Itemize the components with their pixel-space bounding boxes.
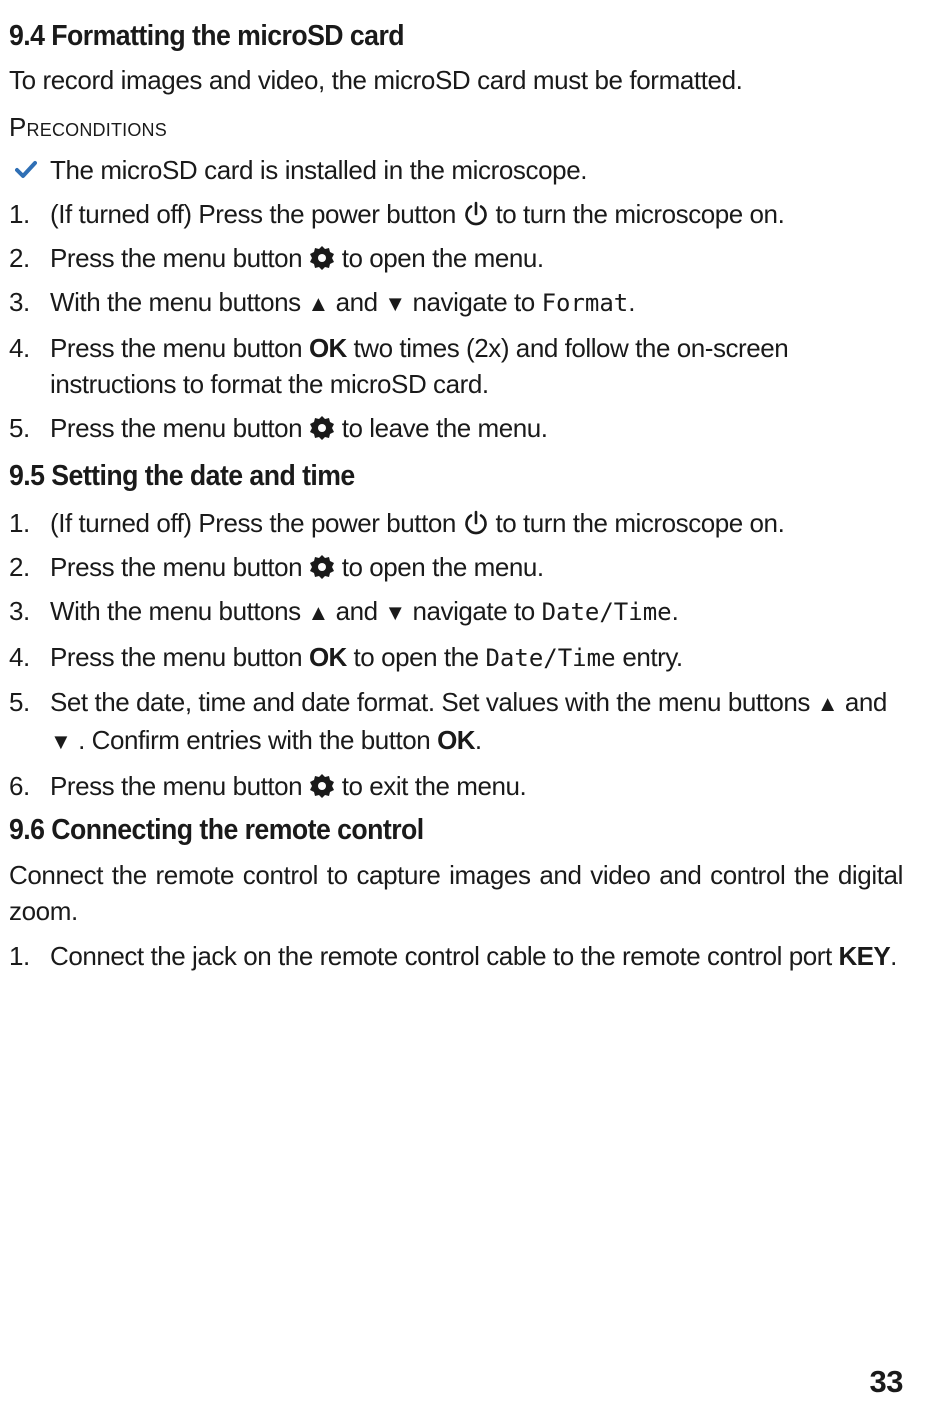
button-name: OK <box>308 333 347 363</box>
list-item <box>9 938 903 974</box>
gear-icon <box>309 415 335 441</box>
page-number: 33 <box>869 1364 903 1399</box>
step-text: navigate to <box>412 596 535 626</box>
down-arrow-icon: ▼ <box>384 291 406 316</box>
step-text: . <box>474 725 482 755</box>
step-text: Press the menu button <box>50 642 303 672</box>
step-number: 3. <box>9 596 30 626</box>
list-item <box>9 330 903 402</box>
port-name: KEY <box>838 941 891 971</box>
list-item <box>9 196 903 232</box>
step-text: navigate to <box>412 287 535 317</box>
step-text: to exit the menu. <box>341 771 527 801</box>
step-number: 5. <box>9 687 30 717</box>
power-icon <box>463 201 489 227</box>
preconditions-label: Preconditions <box>9 112 167 142</box>
step-text: to leave the menu. <box>341 413 548 443</box>
step-text: Set the date, time and date format. Set values with the menu buttons <box>50 687 810 717</box>
step-text: Press the menu button <box>50 771 303 801</box>
step-text: to open the menu. <box>341 243 544 273</box>
step-number: 1. <box>9 508 30 538</box>
section-intro-9-6: Connect the remote control to capture images and video and control the digital zoom. <box>9 860 903 926</box>
section-heading-9-5: 9.5 Setting the date and time <box>9 460 355 492</box>
gear-icon <box>309 773 335 799</box>
step-number: 2. <box>9 552 30 582</box>
gear-icon <box>309 554 335 580</box>
checkmark-icon <box>15 160 37 180</box>
menu-entry-code: Format <box>541 289 629 317</box>
step-text: to turn the microscope on. <box>495 508 785 538</box>
power-icon <box>463 510 489 536</box>
list-item <box>9 410 903 446</box>
step-text: . <box>628 287 636 317</box>
step-number: 2. <box>9 243 30 273</box>
down-arrow-icon: ▼ <box>384 600 406 625</box>
steps-list-9-4 <box>9 196 903 454</box>
step-text: Press the menu button <box>50 552 303 582</box>
step-text: to open the menu. <box>341 552 544 582</box>
step-text: to open the <box>353 642 479 672</box>
list-item <box>9 768 903 804</box>
gear-icon <box>309 245 335 271</box>
list-item <box>9 593 903 631</box>
list-item <box>9 505 903 541</box>
down-arrow-icon: ▼ <box>50 729 72 754</box>
up-arrow-icon: ▲ <box>307 600 329 625</box>
list-item <box>9 240 903 276</box>
step-number: 3. <box>9 287 30 317</box>
step-text: . <box>890 941 897 971</box>
section-intro-9-4: To record images and video, the microSD card must be formatted. <box>9 65 743 95</box>
list-item <box>9 684 903 760</box>
step-text: and <box>844 687 887 717</box>
step-number: 1. <box>9 199 30 229</box>
step-text: . <box>671 596 679 626</box>
step-text: two times (2x) and follow the on-screen instructions to format the microSD card. <box>50 333 789 399</box>
step-text: . Confirm entries with the button <box>78 725 431 755</box>
list-item <box>9 284 903 322</box>
step-text: Press the menu button <box>50 243 303 273</box>
step-number: 1. <box>9 941 30 971</box>
step-text: (If turned off) Press the power button <box>50 199 456 229</box>
menu-entry-code: Date/Time <box>485 644 616 672</box>
menu-entry-code: Date/Time <box>541 598 672 626</box>
step-number: 5. <box>9 413 30 443</box>
button-name: OK <box>308 642 347 672</box>
step-text: (If turned off) Press the power button <box>50 508 456 538</box>
up-arrow-icon: ▲ <box>816 691 839 716</box>
step-number: 6. <box>9 771 30 801</box>
step-text: entry. <box>622 642 683 672</box>
step-text: Connect the jack on the remote control cable to the remote control port <box>50 941 832 971</box>
section-heading-9-4: 9.4 Formatting the microSD card <box>9 20 405 52</box>
step-text: With the menu buttons <box>50 287 301 317</box>
list-item <box>9 639 903 676</box>
step-number: 4. <box>9 642 30 672</box>
step-text: to turn the microscope on. <box>495 199 785 229</box>
section-heading-9-6: 9.6 Connecting the remote control <box>9 814 424 846</box>
list-item <box>9 549 903 585</box>
step-text: Press the menu button <box>50 413 303 443</box>
steps-list-9-5 <box>9 505 903 812</box>
button-name: OK <box>437 725 475 755</box>
up-arrow-icon: ▲ <box>307 291 329 316</box>
steps-list-9-6 <box>9 938 903 982</box>
step-text: Press the menu button <box>50 333 303 363</box>
step-text: and <box>335 287 378 317</box>
step-number: 4. <box>9 333 30 363</box>
step-text: and <box>335 596 378 626</box>
precondition-text: The microSD card is installed in the microscope. <box>50 155 588 185</box>
step-text: With the menu buttons <box>50 596 301 626</box>
